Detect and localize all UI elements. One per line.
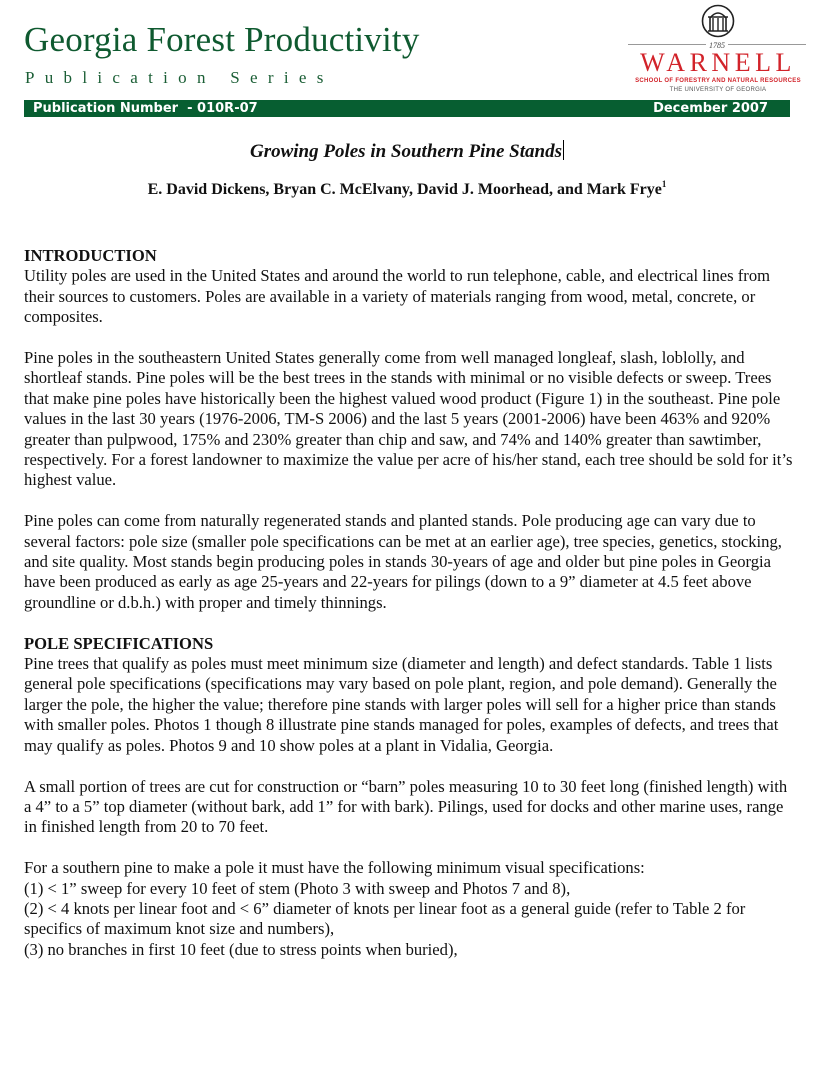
spec-item: (3) no branches in first 10 feet (due to stress points when buried), xyxy=(24,939,458,959)
warnell-logo xyxy=(628,4,808,98)
introduction-paragraph: Pine poles can come from naturally regenerated stands and planted stands. Pole producing age can vary due to several factors: pole size (smaller pole specifications can be met at an earlier age), tree species, genetics, stocking, and site quality. Most stands begin producing poles in stands 30-years of age and older but pine poles in Georgia have been produced as early as age 25-years and 22-years for pilings (down to a 9” diameter at 4.5 feet above groundline or d.b.h.) with proper and timely thinnings. xyxy=(24,511,782,612)
document-body xyxy=(24,246,794,960)
authors-text: E. David Dickens, Bryan C. McElvany, David J. Moorhead, and Mark Frye xyxy=(147,181,662,198)
pole-specifications-section xyxy=(24,634,794,960)
introduction-paragraph: Pine poles in the southeastern United States generally come from well managed longleaf, slash, loblolly, and shortleaf stands. Pine poles will be the best trees in the stands with minimal or no visible defects or sweep. Trees that make pine poles have historically been the highest valued wood product (Figure 1) in the southeast. Pine pole values in the last 30 years (1976-2006, TM-S 2006) and the last 5 years (2001-2006) have been 463% and 920% greater than pulpwood, 175% and 230% greater than chip and saw, and 74% and 140% greater than sawtimber, respectively. For a forest landowner to maximize the value per acre of his/her stand, each tree should be sold for it’s highest value. xyxy=(24,348,793,490)
spec-item: (2) < 4 knots per linear foot and < 6” diameter of knots per linear foot as a general guide (refer to Table 2 for specifics of maximum knot size and numbers), xyxy=(24,898,746,939)
authors-line xyxy=(0,180,814,200)
publication-bar xyxy=(24,100,790,117)
pole-specifications-paragraph: Pine trees that qualify as poles must meet minimum size (diameter and length) and defect standards. Table 1 lists general pole specifications (specifications may vary based on pole plant, region, and pole demand). Generally the larger the pole, the higher the value; therefore pine stands with larger poles will sell for a higher price than stands with smaller poles. Photos 1 though 8 illustrate pine stands managed for poles, examples of defects, and trees that may qualify as poles. Photos 9 and 10 show poles at a plant in Vidalia, Georgia. xyxy=(24,654,779,755)
introduction-section xyxy=(24,246,794,613)
logo-university: THE UNIVERSITY OF GEORGIA xyxy=(669,87,767,93)
logo-year: 1785 xyxy=(706,41,728,51)
introduction-paragraph: Utility poles are used in the United States and around the world to run telephone, cable, and electrical lines from their sources to customers. Poles are available in a variety of materials ranging from wood, metal, concrete, or composites. xyxy=(24,266,771,327)
document-title-text: Growing Poles in Southern Pine Stands xyxy=(249,141,562,162)
pole-specifications-heading: POLE SPECIFICATIONS xyxy=(24,633,214,653)
arch-icon xyxy=(701,4,735,38)
pole-specifications-paragraph: For a southern pine to make a pole it must have the following minimum visual specifications: xyxy=(24,858,645,878)
author-footnote-marker: 1 xyxy=(661,179,667,189)
spec-item: (1) < 1” sweep for every 10 feet of stem (Photo 3 with sweep and Photos 7 and 8), xyxy=(24,878,571,898)
publication-number: Publication Number - 010R-07 xyxy=(33,101,258,116)
series-subtitle: Publication Series xyxy=(25,68,334,87)
document-title xyxy=(0,140,814,164)
publication-date: December 2007 xyxy=(653,101,768,116)
logo-school: SCHOOL OF FORESTRY AND NATURAL RESOURCES xyxy=(635,78,801,84)
text-cursor xyxy=(563,140,564,160)
logo-name: WARNELL xyxy=(640,48,796,77)
pole-specifications-paragraph: A small portion of trees are cut for construction or “barn” poles measuring 10 to 30 feet long (finished length) with a 4” to a 5” top diameter (without bark, add 1” for with bark). Pilings, used for docks and other marine uses, range in finished length from 20 to 70 feet. xyxy=(24,776,788,837)
series-title: Georgia Forest Productivity xyxy=(24,20,420,59)
introduction-heading: INTRODUCTION xyxy=(24,246,157,265)
